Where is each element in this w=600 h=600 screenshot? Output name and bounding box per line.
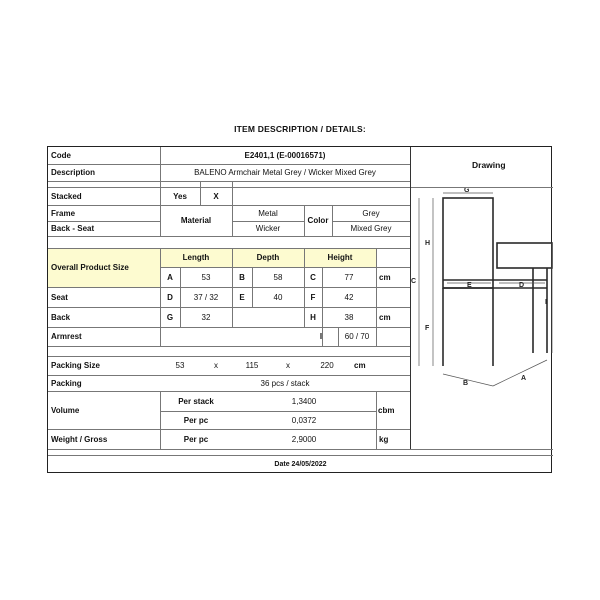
frame-material: Metal	[258, 208, 278, 218]
back-unit: cm	[379, 312, 391, 322]
dim-letter-f: F	[310, 292, 316, 302]
volume-per-stack-value: 1,3400	[291, 396, 317, 406]
back-seat-label: Back - Seat	[51, 224, 95, 233]
stacked-x: X	[213, 191, 219, 201]
packing-size-1: 53	[175, 361, 185, 370]
dim-value-g: 32	[201, 312, 211, 322]
armrest-label: Armrest	[51, 332, 82, 341]
description-value: BALENO Armchair Metal Grey / Wicker Mixed Grey	[194, 168, 376, 177]
overall-unit: cm	[379, 272, 391, 282]
sheet-title: ITEM DESCRIPTION / DETAILS:	[234, 124, 366, 134]
stacked-label: Stacked	[51, 191, 82, 201]
overall-size-label: Overall Product Size	[51, 263, 129, 272]
weight-per-pc-label: Per pc	[183, 434, 209, 444]
drawing-title: Drawing	[472, 160, 506, 170]
spec-sheet	[47, 146, 552, 473]
dim-letter-g: G	[166, 312, 174, 322]
packing-size-label: Packing Size	[51, 361, 100, 370]
drawing-letter-d: D	[519, 282, 525, 289]
dim-value-b: 58	[273, 272, 283, 282]
frame-color: Grey	[362, 208, 380, 218]
weight-unit: kg	[379, 434, 389, 444]
dim-letter-e: E	[239, 292, 245, 302]
volume-per-pc-value: 0,0372	[291, 415, 317, 425]
dim-value-f: 42	[344, 292, 354, 302]
packing-x-1: x	[214, 361, 218, 370]
seat-label: Seat	[51, 292, 68, 302]
packing-qty: 36 pcs / stack	[260, 378, 310, 388]
volume-label: Volume	[51, 405, 80, 415]
dim-letter-h: H	[310, 312, 316, 322]
packing-size-3: 220	[320, 361, 334, 370]
packing-unit: cm	[354, 361, 366, 370]
packing-size-2: 115	[245, 361, 259, 370]
back-label: Back	[51, 312, 71, 322]
dim-value-c: 77	[344, 272, 354, 282]
dim-letter-c: C	[310, 272, 316, 282]
footer-date: Date 24/05/2022	[274, 460, 327, 468]
material-label: Material	[180, 216, 212, 225]
dim-value-h: 38	[344, 312, 354, 322]
drawing-letter-a: A	[521, 375, 527, 382]
dim-value-a: 53	[201, 272, 211, 282]
code-label: Code	[51, 151, 71, 160]
dim-value-d: 37 / 32	[193, 292, 219, 302]
drawing-letter-b: B	[463, 380, 469, 387]
length-header: Length	[182, 253, 210, 262]
drawing-letter-e: E	[467, 282, 472, 289]
frame-label: Frame	[51, 208, 76, 218]
code-value: E2401,1 (E-00016571)	[244, 151, 326, 160]
dim-letter-b: B	[239, 272, 245, 282]
drawing-letter-f: F	[425, 325, 430, 332]
packing-x-2: x	[286, 361, 290, 370]
stacked-yes: Yes	[173, 191, 187, 201]
dim-letter-d: D	[167, 292, 173, 302]
dim-value-i: 60 / 70	[344, 332, 370, 341]
dim-letter-i: I	[319, 332, 323, 341]
drawing-letter-c: C	[411, 278, 417, 285]
depth-header: Depth	[256, 253, 280, 262]
volume-per-pc-label: Per pc	[183, 415, 209, 425]
packing-label: Packing	[51, 378, 82, 388]
back-color: Mixed Grey	[350, 224, 392, 233]
chair-drawing	[411, 188, 553, 443]
dim-value-e: 40	[273, 292, 283, 302]
volume-per-stack-label: Per stack	[178, 396, 214, 406]
chair-backrest	[443, 198, 493, 288]
weight-per-pc-value: 2,9000	[291, 434, 317, 444]
color-label: Color	[307, 216, 329, 225]
weight-label: Weight / Gross	[51, 434, 108, 444]
drawing-letter-i: I	[545, 299, 547, 306]
drawing-letter-g: G	[464, 188, 470, 194]
chair-armrest	[497, 243, 552, 268]
back-material: Wicker	[255, 224, 281, 233]
height-header: Height	[327, 253, 353, 262]
dim-letter-a: A	[167, 272, 173, 282]
description-label: Description	[51, 168, 96, 177]
drawing-letter-h: H	[425, 240, 431, 247]
volume-unit: cbm	[378, 405, 395, 415]
